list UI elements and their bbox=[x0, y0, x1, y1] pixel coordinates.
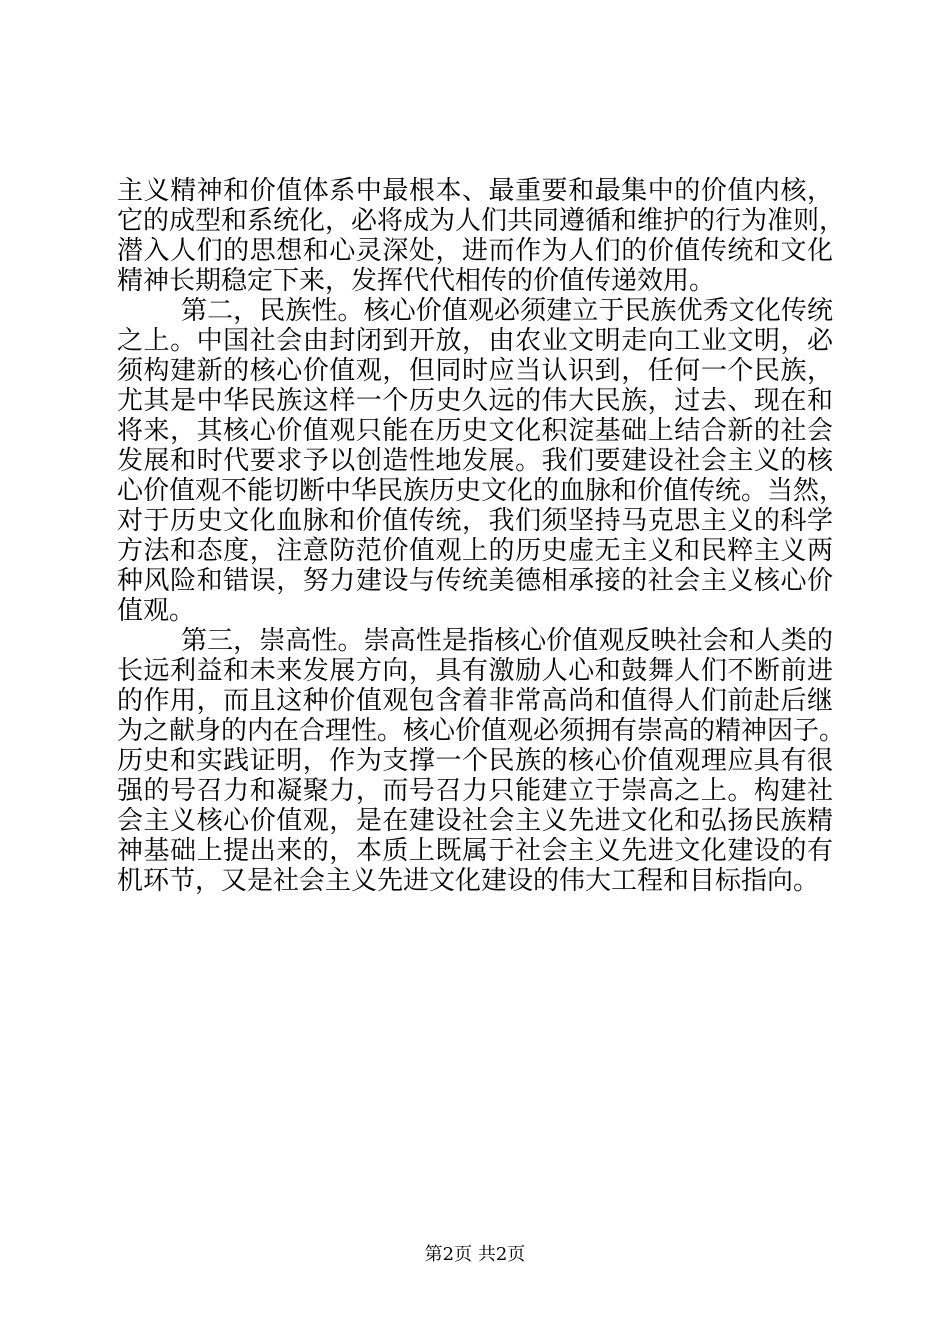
text-line: 值观。 bbox=[117, 596, 196, 626]
text-line: 强的号召力和凝聚力，而号召力只能建立于崇高之上。构建社 bbox=[117, 776, 833, 806]
text-line: 第二，民族性。核心价值观必须建立于民族优秀文化传统 bbox=[181, 296, 833, 326]
text-line: 它的成型和系统化，必将成为人们共同遵循和维护的行为准则， bbox=[117, 206, 846, 236]
text-line: 为之献身的内在合理性。核心价值观必须拥有崇高的精神因子。 bbox=[117, 716, 846, 746]
text-line: 的作用，而且这种价值观包含着非常高尚和值得人们前赴后继 bbox=[117, 686, 833, 716]
text-line: 对于历史文化血脉和价值传统，我们须坚持马克思主义的科学 bbox=[117, 506, 833, 536]
text-line: 长远利益和未来发展方向，具有激励人心和鼓舞人们不断前进 bbox=[117, 656, 833, 686]
text-line: 会主义核心价值观，是在建设社会主义先进文化和弘扬民族精 bbox=[117, 806, 833, 836]
text-line: 将来，其核心价值观只能在历史文化积淀基础上结合新的社会 bbox=[117, 416, 833, 446]
text-line: 主义精神和价值体系中最根本、最重要和最集中的价值内核， bbox=[117, 176, 833, 206]
paragraph-continued bbox=[117, 176, 846, 296]
paragraph-nationality bbox=[117, 296, 846, 626]
paragraph-sublimity bbox=[117, 626, 846, 896]
text-line: 种风险和错误，努力建设与传统美德相承接的社会主义核心价 bbox=[117, 566, 833, 596]
text-line: 尤其是中华民族这样一个历史久远的伟大民族，过去、现在和 bbox=[117, 386, 833, 416]
text-line: 机环节，又是社会主义先进文化建设的伟大工程和目标指向。 bbox=[117, 866, 820, 896]
text-line: 潜入人们的思想和心灵深处，进而作为人们的价值传统和文化 bbox=[117, 236, 833, 266]
text-line: 神基础上提出来的，本质上既属于社会主义先进文化建设的有 bbox=[117, 836, 833, 866]
text-line: 精神长期稳定下来，发挥代代相传的价值传递效用。 bbox=[117, 266, 716, 296]
text-line: 之上。中国社会由封闭到开放，由农业文明走向工业文明，必 bbox=[117, 326, 833, 356]
text-line: 方法和态度，注意防范价值观上的历史虚无主义和民粹主义两 bbox=[117, 536, 833, 566]
text-line: 发展和时代要求予以创造性地发展。我们要建设社会主义的核 bbox=[117, 446, 833, 476]
text-line: 历史和实践证明，作为支撑一个民族的核心价值观理应具有很 bbox=[117, 746, 833, 776]
text-line: 心价值观不能切断中华民族历史文化的血脉和价值传统。当然， bbox=[117, 476, 846, 506]
text-line: 须构建新的核心价值观，但同时应当认识到，任何一个民族， bbox=[117, 356, 833, 386]
text-line: 第三，崇高性。崇高性是指核心价值观反映社会和人类的 bbox=[181, 626, 833, 656]
page-number-footer: 第2页 共2页 bbox=[424, 1244, 526, 1265]
document-body bbox=[117, 176, 846, 896]
